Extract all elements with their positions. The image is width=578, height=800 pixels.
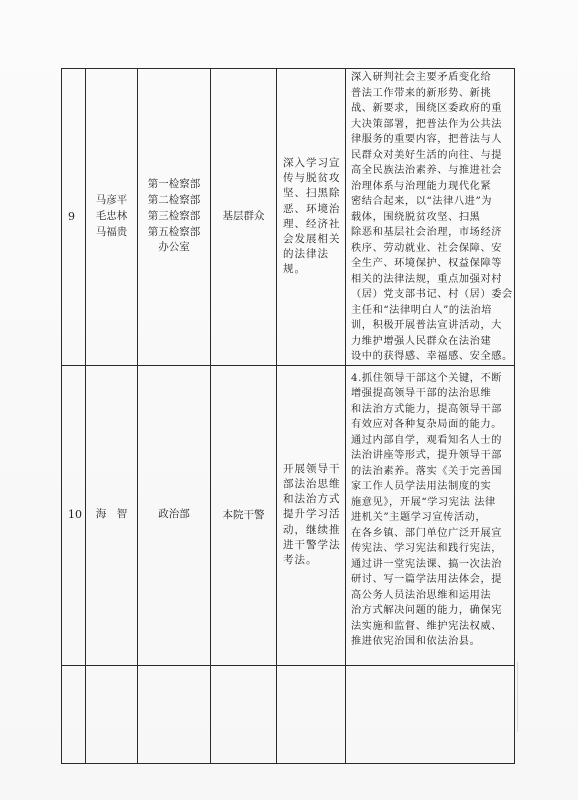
department-name: 第一检察部 xyxy=(147,178,201,191)
content-line: 研讨、写一篇学法用法体会，提 xyxy=(351,574,503,585)
content-line: 密结合起来，以“法律八进”为 xyxy=(351,196,493,207)
empty-cell xyxy=(346,665,515,763)
department-name: 第五检察部 xyxy=(147,225,201,238)
empty-cell xyxy=(86,665,138,763)
departments-cell xyxy=(138,69,211,366)
content-line: 载体，围绕脱贫攻坚、扫黑 xyxy=(351,211,481,223)
content-line: 和法治方式能力，提高领导干部 xyxy=(351,403,503,415)
row-number-cell: 9 xyxy=(62,69,86,366)
content-line: 相关的法律法规，重点加强对村 xyxy=(351,273,503,285)
content-line: 治理体系与治理能力现代化紧 xyxy=(351,180,492,192)
task-line: 进干警学法 xyxy=(283,538,341,551)
content-line: 有效应对各种复杂局面的能力。 xyxy=(351,419,503,430)
task-line: 理、经济社 xyxy=(283,217,341,230)
responsible-persons-cell xyxy=(86,69,138,366)
task-line: 部法治思维 xyxy=(283,477,341,490)
content-line: 的法治素养。落实《关于完善国 xyxy=(351,465,503,477)
content-line: 战、新要求，围绕区委政府的重 xyxy=(351,103,503,114)
task-line: 规。 xyxy=(283,263,306,276)
content-line: 普法工作带来的新形势、新挑 xyxy=(351,87,492,99)
responsible-person: 海 智 xyxy=(95,508,128,521)
task-line: 提升学习活 xyxy=(283,508,341,521)
task-line: 传与脱贫攻 xyxy=(283,172,341,185)
task-line: 和法治方式 xyxy=(283,493,341,506)
content-line: 大决策部署，把普法作为公共法 xyxy=(351,118,503,130)
detailed-content-cell xyxy=(346,365,515,665)
task-line: 会发展相关 xyxy=(283,232,341,245)
content-line: 深入研判社会主要矛盾变化给 xyxy=(351,72,492,83)
content-line: 秩序、劳动就业、社会保障、安 xyxy=(351,242,503,254)
task-line: 开展领导干 xyxy=(283,462,341,475)
content-line: 施意见》，开展“学习宪法 法律 xyxy=(351,496,496,508)
work-plan-table xyxy=(61,68,515,764)
work-plan-table-wrapper xyxy=(61,68,514,760)
detailed-content-cell xyxy=(346,69,515,366)
table-row xyxy=(62,69,515,366)
task-line: 恶、环境治 xyxy=(283,202,341,215)
content-line: 家工作人员学法用法制度的实 xyxy=(351,481,492,492)
row-number-cell: 10 xyxy=(62,365,86,665)
responsible-person: 毛忠林 xyxy=(95,209,128,222)
target-audience-cell: 本院干警 xyxy=(211,365,277,665)
department-name: 第二检察部 xyxy=(147,194,201,207)
content-line: 力维护增强人民群众在法治建 xyxy=(351,335,492,347)
table-row xyxy=(62,665,515,763)
content-line: 通过讲一堂宪法课、搞一次法治 xyxy=(351,558,503,570)
responsible-person: 马彦平 xyxy=(95,194,128,207)
content-line: 传宪法、学习宪法和践行宪法， xyxy=(351,543,503,554)
empty-cell xyxy=(62,665,86,763)
target-audience-cell: 基层群众 xyxy=(211,69,277,366)
content-line: 设中的获得感、幸福感、安全感。 xyxy=(351,351,513,362)
empty-cell xyxy=(211,665,277,763)
content-line: 高全民族法治素养、与推进社会 xyxy=(351,165,503,176)
scan-edge-mark xyxy=(517,662,518,732)
content-line: 法实施和监督、维护宪法权威、 xyxy=(351,620,503,632)
department-name: 政治部 xyxy=(158,508,190,521)
task-line: 考法。 xyxy=(283,554,318,567)
content-line: 训，积极开展普法宣讲活动，大 xyxy=(351,320,503,331)
content-line: 高公务人员法治思维和运用法 xyxy=(351,589,492,601)
content-line: 民群众对美好生活的向往、与提 xyxy=(351,149,503,161)
task-line: 的法律法 xyxy=(283,248,329,261)
content-line: 4.抓住领导干部这个关键，不断 xyxy=(351,372,503,384)
task-description-cell xyxy=(277,365,346,665)
content-line: 除恶和基层社会治理，市场经济 xyxy=(351,227,503,238)
responsible-persons-cell xyxy=(86,365,138,665)
content-line: 治方式解决问题的能力，确保宪 xyxy=(351,605,503,616)
table-row xyxy=(62,365,515,665)
departments-cell xyxy=(138,365,211,665)
content-line: 全生产、环境保护、权益保障等 xyxy=(351,258,503,269)
empty-cell xyxy=(138,665,211,763)
content-line: 律服务的重要内容，把普法与人 xyxy=(351,134,503,145)
content-line: 在各乡镇、部门单位广泛开展宣 xyxy=(351,527,503,539)
content-line: 主任和“法律明白人”的法治培 xyxy=(351,304,493,316)
department-name: 第三检察部 xyxy=(147,209,201,222)
content-line: 增强提高领导干部的法治思维 xyxy=(351,388,492,399)
responsible-person: 马福贵 xyxy=(95,225,128,238)
content-line: 法治讲座等形式，提升领导干部 xyxy=(351,450,503,461)
content-line: 通过内部自学，观看知名人士的 xyxy=(351,434,503,446)
content-line: 进机关”主题学习宣传活动， xyxy=(351,512,487,523)
task-line: 动，继续推 xyxy=(283,523,341,536)
content-line: （居）党支部书记、村（居）委会 xyxy=(351,289,513,300)
task-line: 坚、扫黑除 xyxy=(283,187,341,200)
task-line: 深入学习宣 xyxy=(283,156,341,169)
empty-cell xyxy=(277,665,346,763)
content-line: 推进依宪治国和依法治县。 xyxy=(351,636,481,647)
task-description-cell xyxy=(277,69,346,366)
department-name: 办公室 xyxy=(158,241,190,254)
